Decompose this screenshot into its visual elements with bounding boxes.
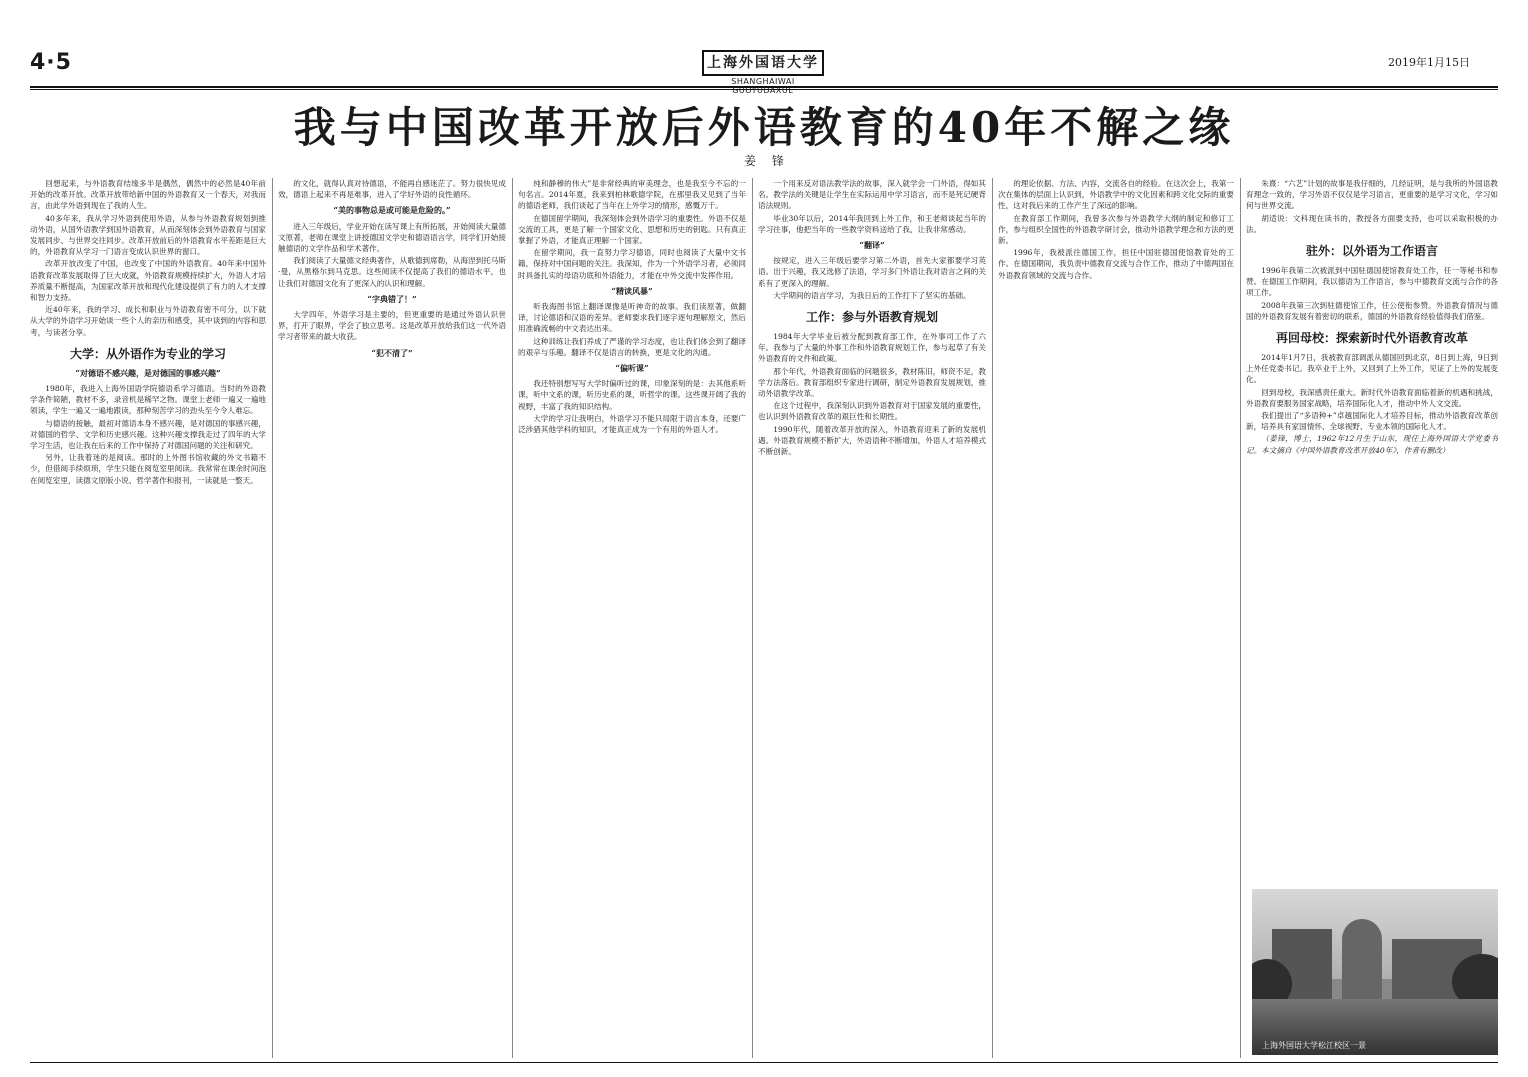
headline: 我与中国改革开放后外语教育的40年不解之缘 bbox=[293, 103, 1235, 152]
paragraph: 我还特别想写写大学时偏听过的课，印象深刻的是：去其他系听课，听中文系的课，听历史系的课，听哲学的课。这些课开阔了我的视野，丰富了我的知识结构。 bbox=[518, 379, 746, 411]
masthead-rule-thin bbox=[30, 89, 1498, 90]
paragraph: 我们阅读了大量德文经典著作，从歌德到席勒，从海涅到托马斯·曼，从黑格尔到马克思。这些阅读不仅提高了我们的德语水平，也让我们对德国文化有了更深入的认识和理解。 bbox=[278, 256, 506, 288]
section-heading: 驻外：以外语为工作语言 bbox=[1305, 244, 1438, 259]
publication-date: 2019年1月15日 bbox=[1388, 56, 1470, 69]
paragraph: 按规定，进入三年级后要学习第二外语，首先大家都要学习英语。出于兴趣，我又选修了法语，学习多门外语让我对语言之间的关系有了更深入的理解。 bbox=[758, 256, 986, 288]
column-2 bbox=[278, 178, 506, 1062]
paragraph: 近40年来，我的学习、成长和职业与外语教育密不可分，以下就从大学的外语学习开始谈一些个人的亲历和感受，其中谈到的内容和思考，与读者分享。 bbox=[30, 305, 266, 337]
paper-pinyin: SHANGHAIWAI GUOYUDAXUE bbox=[731, 77, 795, 95]
paragraph: 1980年，我进入上海外国语学院德语系学习德语。当时的外语教学条件简陋，教材不多，录音机是稀罕之物。课堂上老师一遍又一遍地领读，学生一遍又一遍地跟读，那种刻苦学习的劲头至今令人难忘。 bbox=[30, 384, 266, 416]
photo-caption: 上海外国语大学松江校区一景 bbox=[1262, 1041, 1366, 1050]
paragraph: 的文化，就得认真对待德语，不能再自感迷茫了。努力很快见成效，德语上起来不再是难事，进入了学好外语的良性循环。 bbox=[278, 179, 506, 200]
column-divider bbox=[512, 178, 513, 1058]
paragraph: 2008年我第三次到驻德使馆工作，任公使衔参赞。外语教育情况与德国的外语教育发展有着密切的联系，德国的外语教育经验值得我们借鉴。 bbox=[1246, 300, 1498, 321]
paragraph: 胡适说：文科现在读书的，教授各方面要支持，也可以采取积极的办法。 bbox=[1246, 213, 1498, 234]
section-heading: 工作：参与外语教育规划 bbox=[805, 310, 938, 325]
paragraph: 1990年代，随着改革开放的深入，外语教育迎来了新的发展机遇。外语教育规模不断扩大，外语语种不断增加，外语人才培养模式不断创新。 bbox=[758, 424, 986, 457]
paragraph: 大学期间的语言学习，为我日后的工作打下了坚实的基础。 bbox=[773, 290, 971, 300]
paragraph: 回到母校，我深感责任重大。新时代外语教育面临着新的机遇和挑战，外语教育要服务国家战略，培养国际化人才，推动中外人文交流。 bbox=[1246, 387, 1498, 408]
subsection-quote: “精读风暴” bbox=[611, 285, 653, 296]
subsection-quote: “偏听课” bbox=[615, 363, 649, 374]
author: 姜 锋 bbox=[744, 154, 790, 168]
paragraph: 纯和静穆的伟大”是非常经典的审美理念，也是我至今不忘的一句名言。2014年夏，我来到柏林歌德学院，在那里我又见到了当年的德语老师，我们谈起了当年在上外学习的情形，感慨万千。 bbox=[518, 179, 746, 211]
masthead bbox=[0, 0, 1528, 95]
paragraph: 大学四年，外语学习是主要的，但更重要的是通过外语认识世界，打开了眼界，学会了独立思考。这是改革开放给我们这一代外语学习者带来的最大收获。 bbox=[278, 310, 506, 342]
paragraph: 进入三年级后，学业开始在读写课上有所拓展，开始阅读大量德文原著，老师在课堂上讲授德国文学史和德语语言学，同学们开始接触德语的文学作品和学术著作。 bbox=[278, 221, 506, 254]
paragraph: 回想起来，与外语教育结缘多半是偶然，偶然中的必然是40年前开始的改革开放。改革开放带给新中国的外语教育又一个春天，对我而言，由此学外语到现在了我的人生。 bbox=[30, 179, 266, 211]
paragraph: 在教育部工作期间，我曾多次参与外语教学大纲的制定和修订工作，参与组织全国性的外语教学研讨会，推动外语教学理念和方法的更新。 bbox=[998, 213, 1234, 246]
author-bio: （姜锋，博士，1962年12月生于山东，现任上海外国语大学党委书记。本文摘自《中国外语教育改革开放40年》，作者有删改） bbox=[1246, 434, 1498, 455]
masthead-rule bbox=[30, 86, 1498, 88]
paragraph: 毕业30年以后，2014年我回到上外工作，和王老师谈起当年的学习往事，他把当年的一些教学资料送给了我，让我非常感动。 bbox=[758, 213, 986, 234]
bottom-rule bbox=[30, 1062, 1498, 1063]
subsection-quote: “翻译” bbox=[859, 240, 885, 251]
paragraph: 在德国留学期间，我深刻体会到外语学习的重要性。外语不仅是交流的工具，更是了解一个国家文化、思想和历史的钥匙。只有真正掌握了外语，才能真正理解一个国家。 bbox=[518, 213, 746, 246]
campus-photo bbox=[1252, 889, 1498, 1055]
subsection-quote: “字典错了！” bbox=[367, 293, 417, 304]
paragraph: 改革开放改变了中国，也改变了中国的外语教育。40年来中国外语教育改革发展取得了巨大成就，外语教育规模持续扩大，外语人才培养质量不断提高，为国家改革开放和现代化建设提供了有力的人才支撑和智力支持。 bbox=[30, 259, 266, 303]
paragraph: 一个用来反对语法教学法的故事，深入就学会一门外语，得如其名。教学法的关键是让学生在实际运用中学习语言，而不是死记硬背语法规则。 bbox=[758, 179, 986, 211]
paragraph: 1984年大学毕业后被分配到教育部工作，在外事司工作了六年。我参与了大量的外事工作和外语教育规划工作，参与起草了有关外语教育的文件和政策。 bbox=[758, 332, 986, 364]
paragraph: 2014年1月7日，我被教育部调派从德国回到北京，8日到上海，9日到上外任党委书记。我卒业于上外，又回到了上外工作，见证了上外的发展变化。 bbox=[1246, 353, 1498, 385]
paragraph: 这种训练让我们养成了严谨的学习态度，也让我们体会到了翻译的艰辛与乐趣。翻译不仅是语言的转换，更是文化的沟通。 bbox=[518, 336, 746, 357]
column-divider bbox=[1240, 178, 1241, 1058]
column-divider bbox=[272, 178, 273, 1058]
paragraph: 40多年来，我从学习外语到使用外语，从参与外语教育规划到推动外语，从国外语教学到国外语教育，从而深刻体会到外语教育与国家发展同步、与世界交往同步。改革开放前后的外语教育水平差距是巨大的，外语教育从学习一门语言变成认识世界的窗口。 bbox=[30, 213, 266, 257]
column-6 bbox=[1246, 178, 1498, 878]
page-number: 4·5 bbox=[30, 50, 72, 75]
paragraph: 朱熹：“六艺”计划的故事是我仔细的，几经证明，是与我所的外国语教育理念一致的，学习外语不仅仅是学习语言，更重要的是学习文化，学习如何与世界交流。 bbox=[1246, 179, 1498, 211]
column-4 bbox=[758, 178, 986, 1062]
section-heading: 大学：从外语作为专业的学习 bbox=[69, 346, 226, 361]
paragraph: 我们提出了“多语种+”卓越国际化人才培养目标，推动外语教育改革创新，培养具有家国情怀、全球视野、专业本领的国际化人才。 bbox=[1246, 411, 1498, 432]
section-heading: 再回母校：探索新时代外语教育改革 bbox=[1275, 331, 1468, 346]
paragraph: 的理论依据、方法、内容，交流各自的经验。在这次会上，我第一次在集体的层面上认识到，外语教学中的文化因素和跨文化交际的重要性，这对我后来的工作产生了深远的影响。 bbox=[998, 179, 1234, 211]
subsection-quote: “对德语不感兴趣，是对德国的事感兴趣” bbox=[75, 367, 221, 378]
column-divider bbox=[992, 178, 993, 1058]
paper-name: 上海外国语大学 bbox=[702, 50, 824, 76]
paragraph: 那个年代，外语教育面临的问题很多，教材陈旧，师资不足，教学方法落后。教育部组织专家进行调研，制定外语教育发展规划，推动外语教学改革。 bbox=[758, 366, 986, 399]
subsection-quote: “美的事物总是或可能是危险的。” bbox=[333, 205, 451, 216]
paragraph: 1996年我第二次被派到中国驻德国使馆教育处工作，任一等秘书和参赞。在德国工作期间，我以德语为工作语言，参与中德教育交流与合作的各项工作。 bbox=[1246, 266, 1498, 298]
paragraph: 在这个过程中，我深刻认识到外语教育对于国家发展的重要性，也认识到外语教育改革的艰巨性和长期性。 bbox=[758, 401, 986, 422]
paragraph: 与德语的接触，最初对德语本身不感兴趣，是对德国的事感兴趣，对德国的哲学、文学和历史感兴趣。这种兴趣支撑我走过了四年的大学学习生活，也让我在后来的工作中保持了对德国问题的关注和研究。 bbox=[30, 418, 266, 451]
paragraph: 另外，让我着迷的是阅读。那时的上外图书馆收藏的外文书籍不少，但借阅手续烦琐，学生只能在阅览室里阅读。我常常在课余时间泡在阅览室里，读德文原版小说、哲学著作和报刊，一读就是一整天。 bbox=[30, 453, 266, 485]
column-1 bbox=[30, 178, 266, 1062]
column-5 bbox=[998, 178, 1234, 1062]
paragraph: 大学的学习让我明白，外语学习不能只局限于语言本身，还要广泛涉猎其他学科的知识，才能真正成为一个有用的外语人才。 bbox=[518, 413, 746, 435]
photo-building bbox=[1342, 919, 1382, 999]
column-divider bbox=[752, 178, 753, 1058]
paragraph: 听我海图书馆上翻译课像是听神奇的故事。我们读原著，做翻译，讨论德语和汉语的差异。老师要求我们逐字逐句理解原文，然后用准确流畅的中文表达出来。 bbox=[518, 302, 746, 334]
column-3 bbox=[518, 178, 746, 1062]
paragraph: 在留学期间，我一直努力学习德语，同时也阅读了大量中文书籍，保持对中国问题的关注。我深知，作为一个外语学习者，必须同时具备扎实的母语功底和外语能力，才能在中外交流中发挥作用。 bbox=[518, 248, 746, 280]
subsection-quote: “犯不清了” bbox=[371, 347, 413, 358]
paragraph: 1996年，我被派往德国工作，担任中国驻德国使馆教育处的工作。在德国期间，我负责中德教育交流与合作工作，推动了中德两国在外语教育领域的交流与合作。 bbox=[998, 248, 1234, 280]
